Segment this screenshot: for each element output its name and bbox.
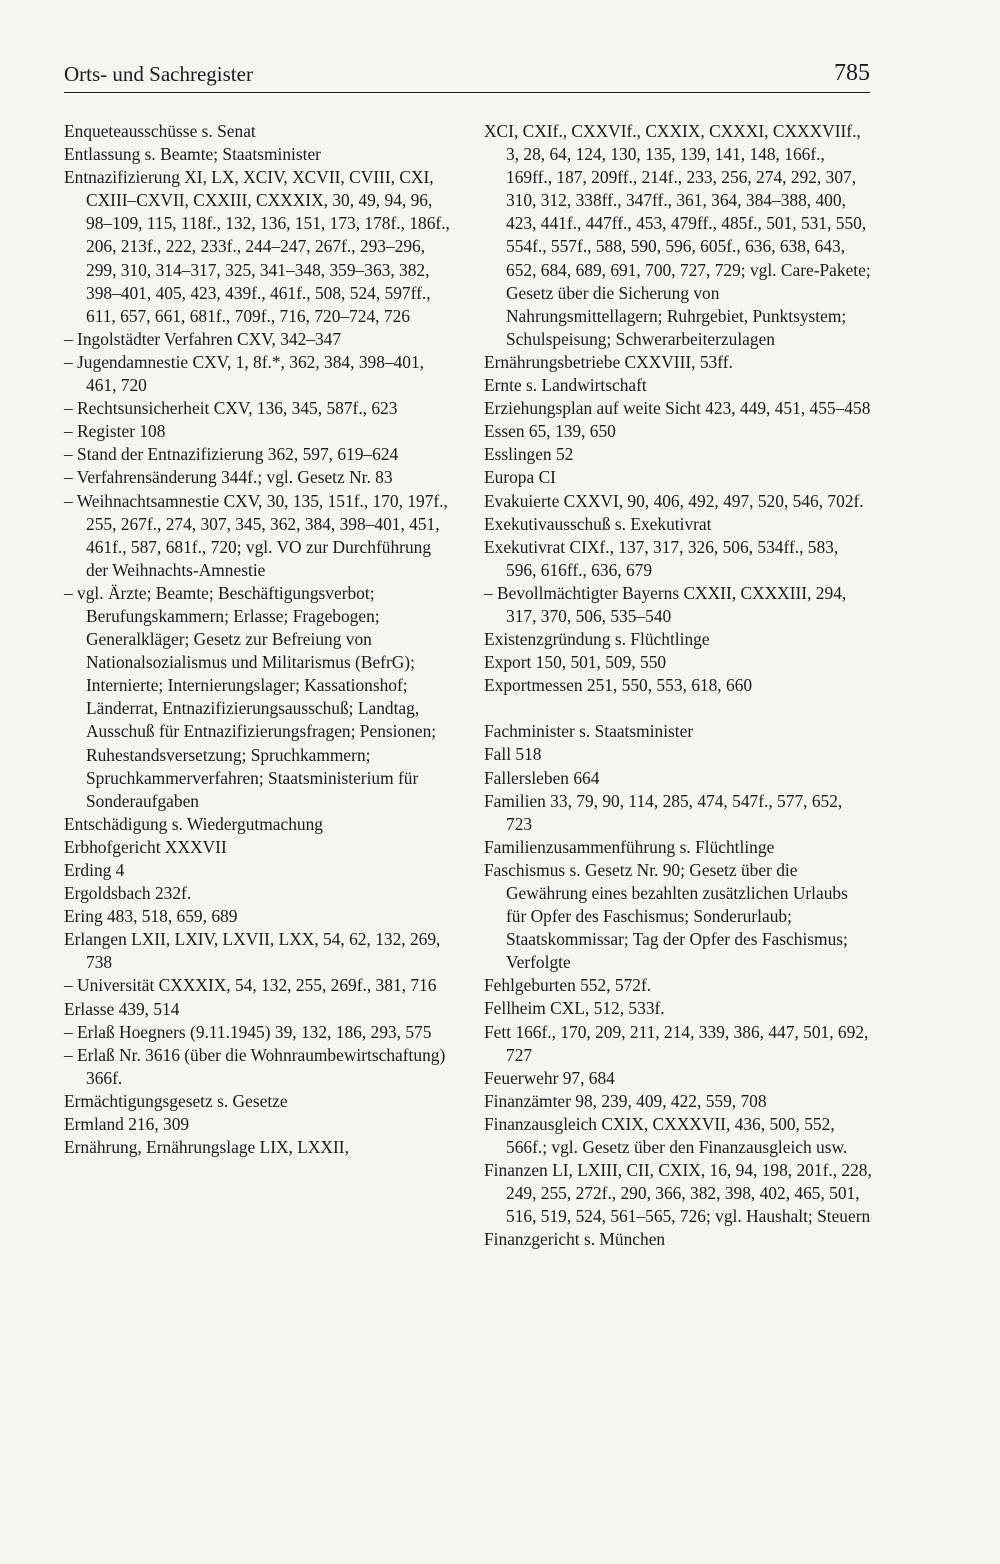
index-entry: XCI, CXIf., CXXVIf., CXXIX, CXXXI, CXXXVIIf., 3, 28, 64, 124, 130, 135, 139, 141, 148, 166f., 169ff., 187, 209ff., 214f., 233, 256, 274, 292, 307, 310, 312, 338ff., 347ff., 361, 364, 384–388, 400, 423, 441f., 447ff., 453, 479ff., 485f., 501, 531, 550, 554f., 557f., 588, 590, 596, 605f., 636, 638, 643, 652, 684, 689, 691, 700, 727, 729; vgl. Care-Pakete; Gesetz über die Sicherung von Nahrungsmittellagern; Ruhrgebiet, Punktsystem; Schulspeisung; Schwerarbeiterzulagen — [484, 121, 871, 349]
index-entry: Export 150, 501, 509, 550 — [484, 652, 667, 673]
index-entry: Enqueteausschüsse s. Senat — [64, 121, 256, 141]
index-column-left — [64, 120, 452, 1159]
index-entry: Familienzusammenführung s. Flüchtlinge — [484, 836, 775, 857]
index-subentry: – Rechtsunsicherheit CXV, 136, 345, 587f., 623 — [64, 398, 398, 419]
index-entry: Exportmessen 251, 550, 553, 618, 660 — [484, 675, 753, 696]
index-entry: Erlangen LXII, LXIV, LXVII, LXX, 54, 62, 132, 269, 738 — [64, 929, 441, 973]
index-entry: Erziehungsplan auf weite Sicht 423, 449, 451, 455–458 — [484, 398, 871, 419]
index-entry: Ermächtigungsgesetz s. Gesetze — [64, 1090, 288, 1111]
section-gap — [484, 697, 872, 720]
index-subentry: – Weihnachtsamnestie CXV, 30, 135, 151f., 170, 197f., 255, 267f., 274, 307, 345, 362, 384, 398–401, 451, 461f., 587, 681f., 720; vgl. VO zur Durchführung der Weihnachts-Amnestie — [64, 490, 448, 580]
index-entry: Ernährungsbetriebe CXXVIII, 53ff. — [484, 351, 733, 372]
index-entry: Exekutivrat CIXf., 137, 317, 326, 506, 534ff., 583, 596, 616ff., 636, 679 — [484, 536, 839, 580]
index-entry: Faschismus s. Gesetz Nr. 90; Gesetz über die Gewährung eines bezahlten zusätzlichen Urlaubs für Opfer des Faschismus; Sonderurlaub; Staatskommissar; Tag der Opfer des Faschismus; Verfolgte — [484, 859, 848, 973]
index-entry: Fett 166f., 170, 209, 211, 214, 339, 386, 447, 501, 692, 727 — [484, 1021, 869, 1065]
index-subentry: – Stand der Entnazifizierung 362, 597, 619–624 — [64, 444, 399, 465]
index-entry: Ering 483, 518, 659, 689 — [64, 906, 238, 927]
index-entry: Ermland 216, 309 — [64, 1114, 190, 1135]
index-entry: Fehlgeburten 552, 572f. — [484, 975, 652, 996]
running-title: Orts- und Sachregister — [64, 62, 253, 86]
index-entry: Erlasse 439, 514 — [64, 998, 180, 1019]
index-entry: Feuerwehr 97, 684 — [484, 1067, 615, 1088]
index-subentry: – Bevollmächtigter Bayerns CXXII, CXXXIII, 294, 317, 370, 506, 535–540 — [484, 582, 847, 626]
index-entry: Fallersleben 664 — [484, 767, 600, 788]
index-entry: Entschädigung s. Wiedergutmachung — [64, 813, 323, 834]
index-entry: Exekutivausschuß s. Exekutivrat — [484, 513, 712, 534]
running-header — [64, 58, 870, 93]
index-entry: Fall 518 — [484, 744, 542, 765]
index-subentry: – Universität CXXXIX, 54, 132, 255, 269f., 381, 716 — [64, 975, 437, 996]
index-entry: Ernte s. Landwirtschaft — [484, 375, 647, 396]
index-entry: Europa CI — [484, 467, 556, 488]
index-entry: Entlassung s. Beamte; Staatsminister — [64, 144, 321, 165]
index-entry: Evakuierte CXXVI, 90, 406, 492, 497, 520, 546, 702f. — [484, 490, 864, 511]
page-number: 785 — [834, 60, 870, 86]
index-subentry: – Erlaß Hoegners (9.11.1945) 39, 132, 186, 293, 575 — [64, 1021, 432, 1042]
index-entry: Fachminister s. Staatsminister — [484, 721, 694, 742]
index-entry: Finanzämter 98, 239, 409, 422, 559, 708 — [484, 1090, 767, 1111]
index-entry: Finanzen LI, LXIII, CII, CXIX, 16, 94, 198, 201f., 228, 249, 255, 272f., 290, 366, 382, 398, 402, 465, 501, 516, 519, 524, 561–565, 726; vgl. Haushalt; Steuern — [484, 1160, 872, 1227]
index-entry: Entnazifizierung XI, LX, XCIV, XCVII, CVIII, CXI, CXIII–CXVII, CXXIII, CXXXIX, 30, 49, 94, 96, 98–109, 115, 118f., 132, 136, 151, 173, 178f., 186f., 206, 213f., 222, 233f., 244–247, 267f., 293–296, 299, 310, 314–317, 325, 341–348, 359–363, 382, 398–401, 405, 423, 439f., 461f., 508, 524, 597ff., 611, 657, 661, 681f., 709f., 716, 720–724, 726 — [64, 167, 450, 326]
index-entry: Erbhofgericht XXXVII — [64, 836, 227, 857]
index-entry: Existenzgründung s. Flüchtlinge — [484, 629, 710, 650]
index-entry: Erding 4 — [64, 860, 125, 880]
index-column-right — [484, 120, 872, 1252]
index-entry: Esslingen 52 — [484, 444, 574, 465]
index-entry: Familien 33, 79, 90, 114, 285, 474, 547f., 577, 652, 723 — [484, 790, 843, 834]
index-subentry: – Verfahrensänderung 344f.; vgl. Gesetz Nr. 83 — [64, 467, 393, 488]
index-subentry: – Jugendamnestie CXV, 1, 8f.*, 362, 384, 398–401, 461, 720 — [64, 351, 425, 396]
index-entry: Ernährung, Ernährungslage LIX, LXXII, — [64, 1137, 349, 1158]
index-entry: Finanzgericht s. München — [484, 1229, 666, 1250]
index-subentry: – Ingolstädter Verfahren CXV, 342–347 — [64, 328, 342, 349]
index-subentry: – Register 108 — [64, 421, 166, 442]
index-entry: Ergoldsbach 232f. — [64, 883, 192, 904]
index-entry: Essen 65, 139, 650 — [484, 421, 616, 442]
index-entry: Fellheim CXL, 512, 533f. — [484, 998, 665, 1019]
index-subentry: – vgl. Ärzte; Beamte; Beschäftigungsverbot; Berufungskammern; Erlasse; Fragebogen; Generalkläger; Gesetz zur Befreiung von Nationalsozialismus und Militarismus (BefrG); Internierte; Internierungslager; Kassationshof; Länderrat, Entnazifizierungsausschuß; Landtag, Ausschuß für Entnazifizierungsfragen; Pensionen; Ruhestandsversetzung; Spruchkammern; Spruchkammerverfahren; Staatsministerium für Sonderaufgaben — [64, 582, 437, 811]
index-subentry: – Erlaß Nr. 3616 (über die Wohnraumbewirtschaftung) 366f. — [64, 1044, 446, 1088]
index-entry: Finanzausgleich CXIX, CXXXVII, 436, 500, 552, 566f.; vgl. Gesetz über den Finanzausgleich usw. — [484, 1113, 848, 1158]
